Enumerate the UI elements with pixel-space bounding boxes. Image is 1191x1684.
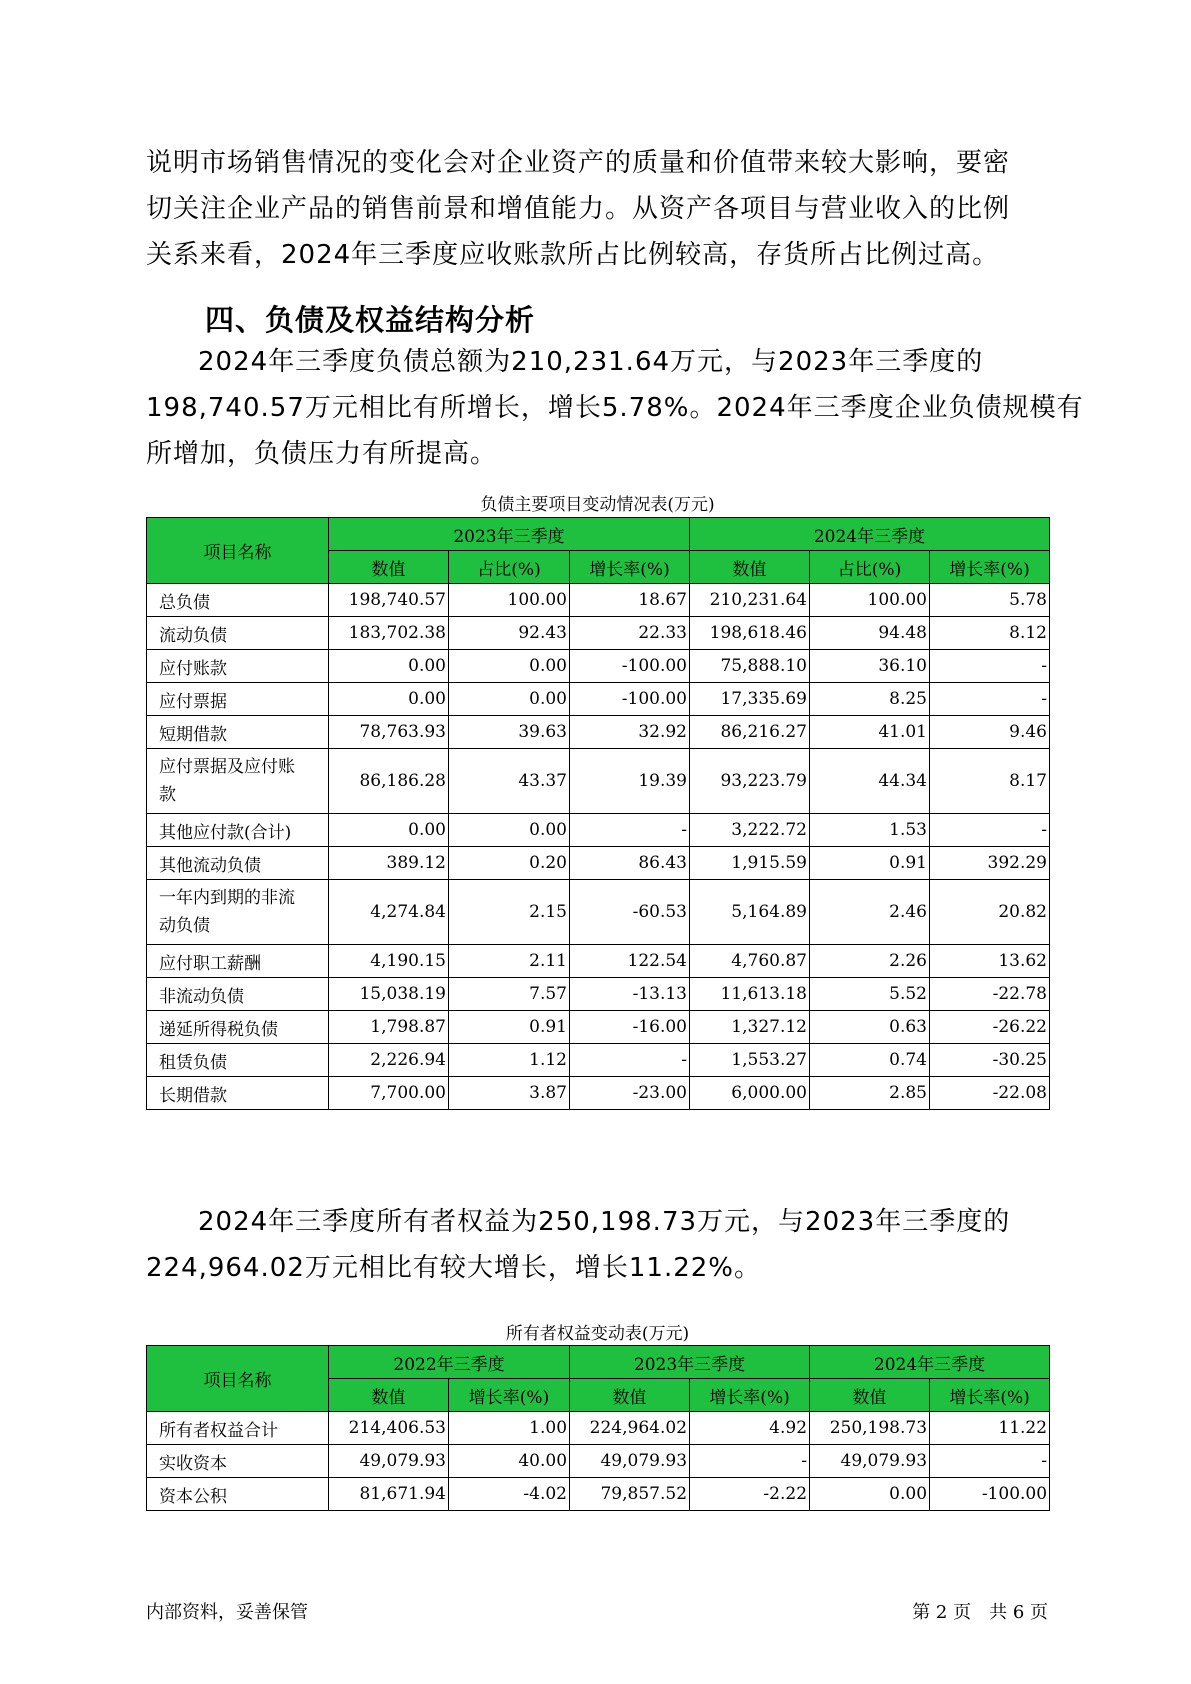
table-row [147, 617, 1050, 650]
cell-value: 49,079.93 [810, 1445, 930, 1478]
column-header-period: 2022年三季度 [329, 1346, 570, 1379]
row-label: 所有者权益合计 [147, 1412, 329, 1445]
cell-value: 7,700.00 [329, 1077, 449, 1110]
cell-value: 0.00 [449, 814, 570, 847]
row-label-line: 款 [159, 785, 176, 805]
cell-value: - [930, 1445, 1050, 1478]
cell-value: 0.00 [810, 1478, 930, 1511]
row-label-line: 动负债 [159, 916, 210, 936]
cell-value: 39.63 [449, 716, 570, 749]
cell-value: 49,079.93 [570, 1445, 690, 1478]
row-label: 总负债 [147, 584, 329, 617]
cell-value: 198,740.57 [329, 584, 449, 617]
row-label-line: 一年内到期的非流 [159, 888, 295, 908]
table-row [147, 1445, 1050, 1478]
row-label: 其他流动负债 [147, 847, 329, 880]
cell-value: 20.82 [930, 880, 1050, 945]
table-row [147, 978, 1050, 1011]
cell-value: 1.12 [449, 1044, 570, 1077]
footer-confidential-note: 内部资料，妥善保管 [146, 1602, 308, 1623]
cell-value: 9.46 [930, 716, 1050, 749]
cell-value: 86.43 [570, 847, 690, 880]
cell-value: 3,222.72 [690, 814, 810, 847]
row-label: 递延所得税负债 [147, 1011, 329, 1044]
cell-value: 0.00 [329, 814, 449, 847]
cell-value: 8.12 [930, 617, 1050, 650]
cell-value: 0.00 [329, 683, 449, 716]
cell-value: 2.85 [810, 1077, 930, 1110]
row-label: 应付账款 [147, 650, 329, 683]
cell-value: 0.20 [449, 847, 570, 880]
cell-value: 19.39 [570, 749, 690, 814]
cell-value: 1,798.87 [329, 1011, 449, 1044]
footer-page-number: 第 2 页 共 6 页 [912, 1602, 1048, 1623]
cell-value: 5.78 [930, 584, 1050, 617]
cell-value: 94.48 [810, 617, 930, 650]
cell-value: 4,274.84 [329, 880, 449, 945]
cell-value: 2.15 [449, 880, 570, 945]
cell-value: 8.25 [810, 683, 930, 716]
cell-value: 198,618.46 [690, 617, 810, 650]
cell-value: 8.17 [930, 749, 1050, 814]
cell-value: 5.52 [810, 978, 930, 1011]
paragraph-line: 说明市场销售情况的变化会对企业资产的质量和价值带来较大影响，要密 [146, 148, 1011, 178]
cell-value: 36.10 [810, 650, 930, 683]
cell-value: 100.00 [810, 584, 930, 617]
row-label: 流动负债 [147, 617, 329, 650]
paragraph-line: 198,740.57万元相比有所增长，增长5.78%。2024年三季度企业负债规模有 [146, 393, 1084, 423]
cell-value: 5,164.89 [690, 880, 810, 945]
cell-value: - [930, 683, 1050, 716]
cell-value: 0.00 [449, 650, 570, 683]
cell-value: 1.00 [449, 1412, 570, 1445]
cell-value: - [930, 650, 1050, 683]
cell-value: 1,915.59 [690, 847, 810, 880]
liability-table-caption: 负债主要项目变动情况表(万元) [480, 495, 715, 515]
cell-value: -30.25 [930, 1044, 1050, 1077]
row-label: 应付职工薪酬 [147, 945, 329, 978]
column-header-period: 2023年三季度 [329, 518, 690, 551]
table-row [147, 749, 1050, 814]
row-label: 短期借款 [147, 716, 329, 749]
cell-value: 11.22 [930, 1412, 1050, 1445]
paragraph-line: 所增加，负债压力有所提高。 [146, 439, 498, 469]
column-header-item-name: 项目名称 [147, 518, 329, 584]
cell-value: 2.11 [449, 945, 570, 978]
row-label: 长期借款 [147, 1077, 329, 1110]
row-label: 应付票据 [147, 683, 329, 716]
cell-value: 0.00 [329, 650, 449, 683]
column-header-value: 数值 [329, 1379, 449, 1412]
cell-value: -100.00 [930, 1478, 1050, 1511]
cell-value: 0.91 [449, 1011, 570, 1044]
cell-value: 92.43 [449, 617, 570, 650]
cell-value: -22.08 [930, 1077, 1050, 1110]
cell-value: -13.13 [570, 978, 690, 1011]
table-row [147, 716, 1050, 749]
column-header-growth: 增长率(%) [570, 551, 690, 584]
paragraph-liability-summary [146, 339, 1084, 477]
cell-value: 1,327.12 [690, 1011, 810, 1044]
paragraph-line: 2024年三季度负债总额为210,231.64万元，与2023年三季度的 [198, 347, 984, 377]
table-row [147, 1412, 1050, 1445]
cell-value: -100.00 [570, 650, 690, 683]
cell-value: -16.00 [570, 1011, 690, 1044]
table-row [147, 945, 1050, 978]
cell-value: 224,964.02 [570, 1412, 690, 1445]
cell-value: 79,857.52 [570, 1478, 690, 1511]
row-label [147, 749, 329, 814]
cell-value: 392.29 [930, 847, 1050, 880]
paragraph-line: 224,964.02万元相比有较大增长，增长11.22%。 [146, 1253, 762, 1283]
cell-value: -100.00 [570, 683, 690, 716]
cell-value: 4,760.87 [690, 945, 810, 978]
cell-value: 93,223.79 [690, 749, 810, 814]
equity-table-caption: 所有者权益变动表(万元) [505, 1324, 690, 1344]
column-header-item-name: 项目名称 [147, 1346, 329, 1412]
cell-value: 44.34 [810, 749, 930, 814]
cell-value: 17,335.69 [690, 683, 810, 716]
cell-value: -4.02 [449, 1478, 570, 1511]
column-header-value: 数值 [690, 551, 810, 584]
table-row [147, 814, 1050, 847]
column-header-value: 数值 [570, 1379, 690, 1412]
cell-value: 0.91 [810, 847, 930, 880]
cell-value: - [930, 814, 1050, 847]
row-label: 非流动负债 [147, 978, 329, 1011]
cell-value: 86,216.27 [690, 716, 810, 749]
cell-value: - [570, 814, 690, 847]
cell-value: -60.53 [570, 880, 690, 945]
cell-value: 389.12 [329, 847, 449, 880]
paragraph-equity-summary [146, 1199, 1046, 1291]
column-header-value: 数值 [329, 551, 449, 584]
table-row [147, 1011, 1050, 1044]
cell-value: 86,186.28 [329, 749, 449, 814]
column-header-period: 2024年三季度 [810, 1346, 1050, 1379]
cell-value: 13.62 [930, 945, 1050, 978]
table-row [147, 1077, 1050, 1110]
column-header-growth: 增长率(%) [449, 1379, 570, 1412]
row-label [147, 880, 329, 945]
column-header-growth: 增长率(%) [930, 1379, 1050, 1412]
table-row [147, 1044, 1050, 1077]
liability-table [146, 517, 1050, 1110]
cell-value: 183,702.38 [329, 617, 449, 650]
column-header-growth: 增长率(%) [690, 1379, 810, 1412]
table-row [147, 683, 1050, 716]
cell-value: - [570, 1044, 690, 1077]
cell-value: 81,671.94 [329, 1478, 449, 1511]
column-header-period: 2024年三季度 [690, 518, 1050, 551]
cell-value: 2.26 [810, 945, 930, 978]
cell-value: 122.54 [570, 945, 690, 978]
column-header-growth: 增长率(%) [930, 551, 1050, 584]
cell-value: 250,198.73 [810, 1412, 930, 1445]
cell-value: 2.46 [810, 880, 930, 945]
row-label: 实收资本 [147, 1445, 329, 1478]
cell-value: 4,190.15 [329, 945, 449, 978]
cell-value: 214,406.53 [329, 1412, 449, 1445]
paragraph-asset-summary [146, 140, 1046, 278]
cell-value: 40.00 [449, 1445, 570, 1478]
table-row [147, 1478, 1050, 1511]
cell-value: 0.74 [810, 1044, 930, 1077]
cell-value: 32.92 [570, 716, 690, 749]
cell-value: 22.33 [570, 617, 690, 650]
cell-value: 41.01 [810, 716, 930, 749]
column-header-share: 占比(%) [810, 551, 930, 584]
column-header-share: 占比(%) [449, 551, 570, 584]
cell-value: -26.22 [930, 1011, 1050, 1044]
row-label-line: 应付票据及应付账 [159, 757, 295, 777]
table-row [147, 847, 1050, 880]
cell-value: 0.63 [810, 1011, 930, 1044]
table-row [147, 584, 1050, 617]
cell-value: -2.22 [690, 1478, 810, 1511]
cell-value: - [690, 1445, 810, 1478]
cell-value: 1,553.27 [690, 1044, 810, 1077]
cell-value: -22.78 [930, 978, 1050, 1011]
row-label: 其他应付款(合计) [147, 814, 329, 847]
cell-value: 100.00 [449, 584, 570, 617]
cell-value: 49,079.93 [329, 1445, 449, 1478]
cell-value: 75,888.10 [690, 650, 810, 683]
row-label: 资本公积 [147, 1478, 329, 1511]
cell-value: 43.37 [449, 749, 570, 814]
paragraph-line: 切关注企业产品的销售前景和增值能力。从资产各项目与营业收入的比例 [146, 194, 1011, 224]
cell-value: 0.00 [449, 683, 570, 716]
cell-value: 18.67 [570, 584, 690, 617]
column-header-value: 数值 [810, 1379, 930, 1412]
cell-value: 15,038.19 [329, 978, 449, 1011]
paragraph-line: 2024年三季度所有者权益为250,198.73万元，与2023年三季度的 [198, 1207, 1011, 1237]
equity-table [146, 1345, 1050, 1511]
cell-value: 6,000.00 [690, 1077, 810, 1110]
paragraph-line: 关系来看，2024年三季度应收账款所占比例较高，存货所占比例过高。 [146, 240, 1000, 270]
cell-value: 4.92 [690, 1412, 810, 1445]
cell-value: 210,231.64 [690, 584, 810, 617]
row-label: 租赁负债 [147, 1044, 329, 1077]
cell-value: 7.57 [449, 978, 570, 1011]
cell-value: 3.87 [449, 1077, 570, 1110]
cell-value: -23.00 [570, 1077, 690, 1110]
section-heading: 四、负债及权益结构分析 [205, 303, 536, 337]
cell-value: 78,763.93 [329, 716, 449, 749]
cell-value: 1.53 [810, 814, 930, 847]
table-row [147, 650, 1050, 683]
table-row [147, 880, 1050, 945]
cell-value: 2,226.94 [329, 1044, 449, 1077]
column-header-period: 2023年三季度 [570, 1346, 810, 1379]
cell-value: 11,613.18 [690, 978, 810, 1011]
